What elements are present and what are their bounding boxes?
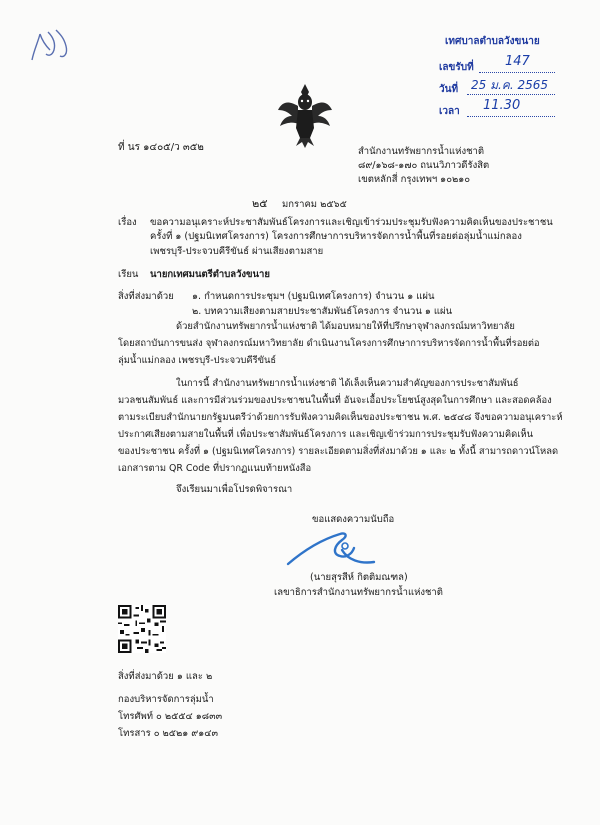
attachment-item-1: ๑. กำหนดการประชุมฯ (ปฐมนิเทศโครงการ) จำนวน ๑ แผ่น (192, 291, 435, 302)
fax-number: โทรสาร ๐ ๒๕๒๑ ๙๑๔๓ (118, 728, 218, 739)
body-para1-line3: ลุ่มน้ำแม่กลอง เพชรบุรี-ประจวบคีรีขันธ์ (118, 355, 277, 366)
stamp-date-value: 25 ม.ค. 2565 (471, 78, 549, 92)
subject-label: เรื่อง (118, 217, 137, 228)
signature-mark (282, 524, 392, 576)
reference-number: ที่ นร ๑๔๐๕/ว ๓๕๒ (118, 142, 204, 153)
signatory-name: (นายสุรสีห์ กิตติมณฑล) (310, 572, 408, 583)
body-para2-line3: ตามระเบียบสำนักนายกรัฐมนตรีว่าด้วยการรับฟังความคิดเห็นของประชาชน พ.ศ. ๒๕๔๘ จึงขอความอนุเคราะห์ (118, 412, 563, 423)
stamp-receipt-value: 147 (505, 54, 530, 69)
body-para1-line2: โดยสถาบันการขนส่ง จุฬาลงกรณ์มหาวิทยาลัย ดำเนินงานโครงการศึกษาการบริหารจัดการน้ำพื้นที่รอยต่อ (118, 338, 540, 349)
body-para2-line4: ประกาศเสียงตามสายในพื้นที่ เพื่อประชาสัมพันธ์โครงการ และเชิญเข้าร่วมการประชุมรับฟังความคิดเห็น (118, 429, 534, 440)
attachments-label: สิ่งที่ส่งมาด้วย (118, 291, 174, 302)
salutation-label: เรียน (118, 269, 139, 280)
stamp-time-label: เวลา (439, 106, 460, 117)
subject-line-3: เพชรบุรี-ประจวบคีรีขันธ์ ผ่านเสียงตามสาย (150, 246, 324, 257)
body-para1-line1: ด้วยสำนักงานทรัพยากรน้ำแห่งชาติ ได้มอบหมายให้ที่ปรึกษาจุฬาลงกรณ์มหาวิทยาลัย (176, 321, 515, 332)
recipient-name: นายกเทศมนตรีตำบลวังขนาย (150, 269, 270, 280)
body-para2-line6: เอกสารตาม QR Code ที่ปรากฏแนบท้ายหนังสือ (118, 463, 312, 474)
stamp-time-value: 11.30 (483, 98, 521, 113)
body-para2-line5: ของประชาชน ครั้งที่ ๑ (ปฐมนิเทศโครงการ) รายละเอียดตามสิ่งที่ส่งมาด้วย ๑ และ ๒ ทั้งนี้ สามารถดาวน์โหลด (118, 446, 559, 457)
signatory-position: เลขาธิการสำนักงานทรัพยากรน้ำแห่งชาติ (274, 587, 443, 598)
sender-address-line2: เขตหลักสี่ กรุงเทพฯ ๑๐๒๑๐ (358, 174, 471, 185)
body-para2-line2: มวลชนสัมพันธ์ และการมีส่วนร่วมของประชาชนในพื้นที่ อันจะเอื้อประโยชน์สูงสุดในการศึกษา และสอดคล้อง (118, 395, 552, 406)
garuda-emblem (276, 80, 334, 154)
stamp-date-label: วันที่ (439, 84, 459, 95)
subject-line-2: ครั้งที่ ๑ (ปฐมนิเทศโครงการ) โครงการศึกษาการบริหารจัดการน้ำพื้นที่รอยต่อลุ่มน้ำแม่กลอง (150, 231, 522, 242)
date-month-year: มกราคม ๒๕๖๕ (282, 199, 347, 210)
stamp-org: เทศบาลตำบลวังขนาย (445, 36, 540, 47)
date-day: ๒๕ (252, 197, 268, 210)
qr-code (118, 605, 166, 657)
handwritten-initials (24, 20, 74, 74)
sender-address-line1: ๘๙/๑๖๘-๑๗๐ ถนนวิภาวดีรังสิต (358, 160, 490, 171)
qr-caption: สิ่งที่ส่งมาด้วย ๑ และ ๒ (118, 671, 213, 682)
phone-number: โทรศัพท์ ๐ ๒๕๕๔ ๑๘๓๓ (118, 711, 223, 722)
signature-closing: ขอแสดงความนับถือ (312, 514, 395, 525)
division-name: กองบริหารจัดการลุ่มน้ำ (118, 694, 214, 705)
subject-line-1: ขอความอนุเคราะห์ประชาสัมพันธ์โครงการและเชิญเข้าร่วมประชุมรับฟังความคิดเห็นของประชาชน (150, 217, 553, 228)
body-para2-line1: ในการนี้ สำนักงานทรัพยากรน้ำแห่งชาติ ได้เล็งเห็นความสำคัญของการประชาสัมพันธ์ (176, 378, 519, 389)
closing-request: จึงเรียนมาเพื่อโปรดพิจารณา (176, 484, 293, 495)
attachment-item-2: ๒. บทความเสียงตามสายประชาสัมพันธ์โครงการ จำนวน ๑ แผ่น (192, 306, 453, 317)
stamp-receipt-label: เลขรับที่ (439, 62, 474, 73)
sender-org: สำนักงานทรัพยากรน้ำแห่งชาติ (358, 146, 485, 157)
